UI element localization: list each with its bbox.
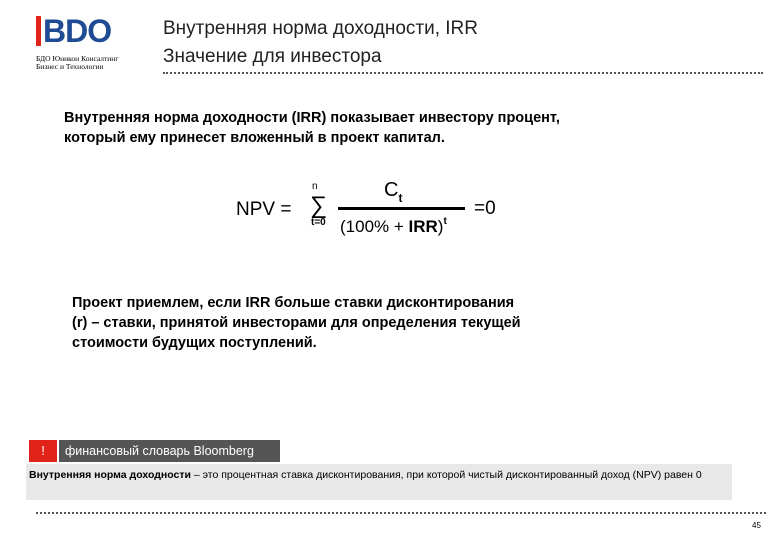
definition-body: – это процентная ставка дисконтирования, при которой чистый дисконтированный доход (NPV) равен 0 (190, 469, 702, 481)
formula-rhs: =0 (474, 198, 496, 219)
intro-paragraph: Внутренняя норма доходности (IRR) показывает инвестору процент, который ему принесет вложенный в проект капитал. (64, 110, 560, 146)
denominator-exponent: t (443, 216, 447, 227)
numerator-subscript: t (398, 191, 403, 205)
footer-divider (36, 512, 766, 514)
exclamation-icon: ! (29, 440, 57, 462)
definition-term: Внутренняя норма доходности (29, 469, 191, 481)
formula-lhs: NPV = (236, 199, 292, 220)
slide-title: Внутренняя норма доходности, IRR (163, 18, 478, 39)
logo-subtitle-line2: Бизнес и Технологии (36, 62, 104, 71)
sum-upper-limit: n (312, 181, 318, 192)
header-divider (163, 72, 763, 74)
sum-lower-limit: t=0 (311, 217, 326, 228)
denominator-open: (100% + (340, 217, 409, 236)
fraction-bar (338, 207, 465, 210)
page-number: 45 (752, 521, 761, 530)
slide-subtitle: Значение для инвестора (163, 46, 382, 67)
formula-denominator (340, 216, 447, 237)
acceptance-rule-paragraph: Проект приемлем, если IRR больше ставки дисконтирования (r) – ставки, принятой инвесторами для определения текущей стоимости будущих поступлений. (72, 295, 521, 351)
denominator-close: ) (437, 217, 444, 236)
bloomberg-dictionary-label: финансовый словарь Bloomberg (59, 440, 280, 462)
denominator-irr: IRR (408, 217, 438, 236)
formula-numerator (384, 179, 402, 205)
sum-symbol: ∑ (310, 192, 328, 219)
logo-wordmark: BDO (43, 13, 112, 49)
numerator-symbol: C (384, 179, 399, 201)
logo-subtitle-line1: БДО Юникон Консалтинг (36, 54, 119, 63)
definition-text (29, 468, 729, 483)
logo-red-bar (36, 16, 41, 46)
